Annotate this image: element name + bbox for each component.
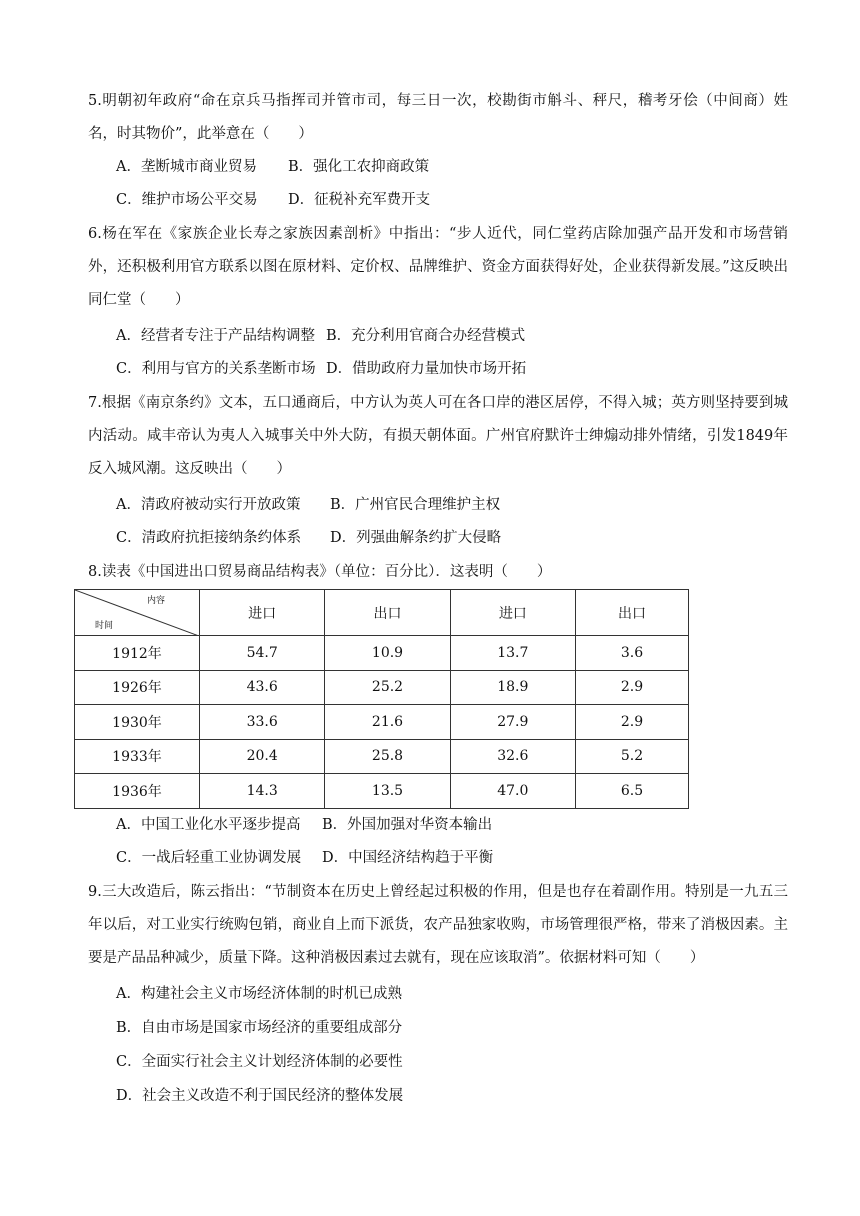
table-corner-label-content: 内容 [146,596,165,606]
table-cell-year: 1936年 [75,774,200,809]
table-cell: 25.8 [325,739,450,774]
question-8-option-a: A．中国工业化水平逐步提高 [116,817,301,833]
table-corner-cell [75,590,200,636]
question-7-options-row-2 [116,523,501,553]
table-row [75,705,689,740]
table-cell: 2.9 [575,705,688,740]
table-header-export-1: 出口 [325,590,450,636]
question-6-stem: 6.杨在军在《家族企业长寿之家族因素剖析》中指出：“步人近代，同仁堂药店除加强产品开发和市场营销外，还积极利用官方联系以图在原材料、定价权、品牌维护、资金方面获得好处，企业获得新发展。”这反映出同仁堂（ ） [88,226,788,308]
table-cell: 43.6 [200,670,325,705]
table-cell: 3.6 [575,636,688,671]
table-cell: 54.7 [200,636,325,671]
question-7-option-a: A．清政府被动实行开放政策 [116,497,301,513]
table-row [75,739,689,774]
question-5-option-a: A．垄断城市商业贸易 [116,159,257,175]
question-7-option-d: D．列强曲解条约扩大侵略 [330,530,502,546]
table-cell: 21.6 [325,705,450,740]
question-9-option-d: D．社会主义改造不利于国民经济的整体发展 [116,1088,404,1104]
question-6-options-row-1 [116,321,525,351]
table-row [75,774,689,809]
question-6-option-c: C．利用与官方的关系垄断市场 [116,361,316,377]
question-8-options-row-2 [116,843,493,873]
table-corner-label-time: 时间 [95,621,114,631]
table-cell: 6.5 [575,774,688,809]
question-9-stem: 9.三大改造后，陈云指出：“节制资本在历史上曾经起过积极的作用，但是也存在着副作用。特别是一九五三年以后，对工业实行统购包销，商业自上而下派货，农产品独家收购，市场管理很严格，带来了消极因素。主要是产品品种减少，质量下降。这种消极因素过去就有，现在应该取消”。依据材料可知（ ） [88,884,788,966]
table-cell: 10.9 [325,636,450,671]
table-cell: 5.2 [575,739,688,774]
question-7-stem: 7.根据《南京条约》文本，五口通商后，中方认为英人可在各口岸的港区居停，不得入城；英方则坚持要到城内活动。咸丰帝认为夷人入城事关中外大防，有损天朝体面。广州官府默许士绅煽动排外情绪，引发1849年反入城风潮。这反映出（ ） [88,395,788,477]
table-cell-year: 1926年 [75,670,200,705]
table-cell-year: 1930年 [75,705,200,740]
trade-structure-table [74,589,689,809]
table-row [75,636,689,671]
question-9-option-c: C．全面实行社会主义计划经济体制的必要性 [116,1054,403,1070]
table-cell: 13.7 [450,636,575,671]
question-5-option-d: D．征税补充军费开支 [288,192,431,208]
table-cell-year: 1933年 [75,739,200,774]
question-6-option-d: D．借助政府力量加快市场开拓 [326,361,527,377]
question-9-option-b: B．自由市场是国家市场经济的重要组成部分 [116,1020,403,1036]
table-cell: 14.3 [200,774,325,809]
question-9-option-a: A．构建社会主义市场经济体制的时机已成熟 [116,986,402,1002]
question-6-options-row-2 [116,354,526,384]
table-header-import-1: 进口 [200,590,325,636]
table-cell-year: 1912年 [75,636,200,671]
question-5-stem: 5.明朝初年政府“命在京兵马指挥司并管市司，每三日一次，校勘街市斛斗、秤尺，稽考牙侩（中间商）姓名，时其物价”，此举意在（ ） [88,93,788,142]
question-7-option-b: B．广州官民合理维护主权 [330,497,501,513]
question-8-option-d: D．中国经济结构趋于平衡 [322,850,494,866]
question-7-option-c: C．清政府抗拒接纳条约体系 [116,530,302,546]
question-7-options-row-1 [116,490,500,520]
question-8-options-row-1 [116,810,492,840]
table-cell: 20.4 [200,739,325,774]
table-corner-diagonal [75,590,199,636]
question-5-options-row-2 [116,185,430,215]
table-row [75,670,689,705]
table-cell: 47.0 [450,774,575,809]
question-6-option-a: A．经营者专注于产品结构调整 [116,328,315,344]
table-cell: 18.9 [450,670,575,705]
table-header-export-2: 出口 [575,590,688,636]
table-cell: 13.5 [325,774,450,809]
question-5-option-c: C．维护市场公平交易 [116,192,258,208]
question-5-option-b: B．强化工农抑商政策 [288,159,430,175]
question-8-stem: 8.读表《中国进出口贸易商品结构表》（单位：百分比）．这表明（ ） [88,564,552,580]
table-cell: 2.9 [575,670,688,705]
table-header-import-2: 进口 [450,590,575,636]
table-cell: 25.2 [325,670,450,705]
question-8-option-b: B．外国加强对华资本输出 [322,817,493,833]
question-5-options-row-1 [116,152,429,182]
question-8-option-c: C．一战后轻重工业协调发展 [116,850,302,866]
table-cell: 27.9 [450,705,575,740]
table-cell: 33.6 [200,705,325,740]
question-6-option-b: B．充分利用官商合办经营模式 [326,328,526,344]
table-cell: 32.6 [450,739,575,774]
table-header-row [75,590,689,636]
